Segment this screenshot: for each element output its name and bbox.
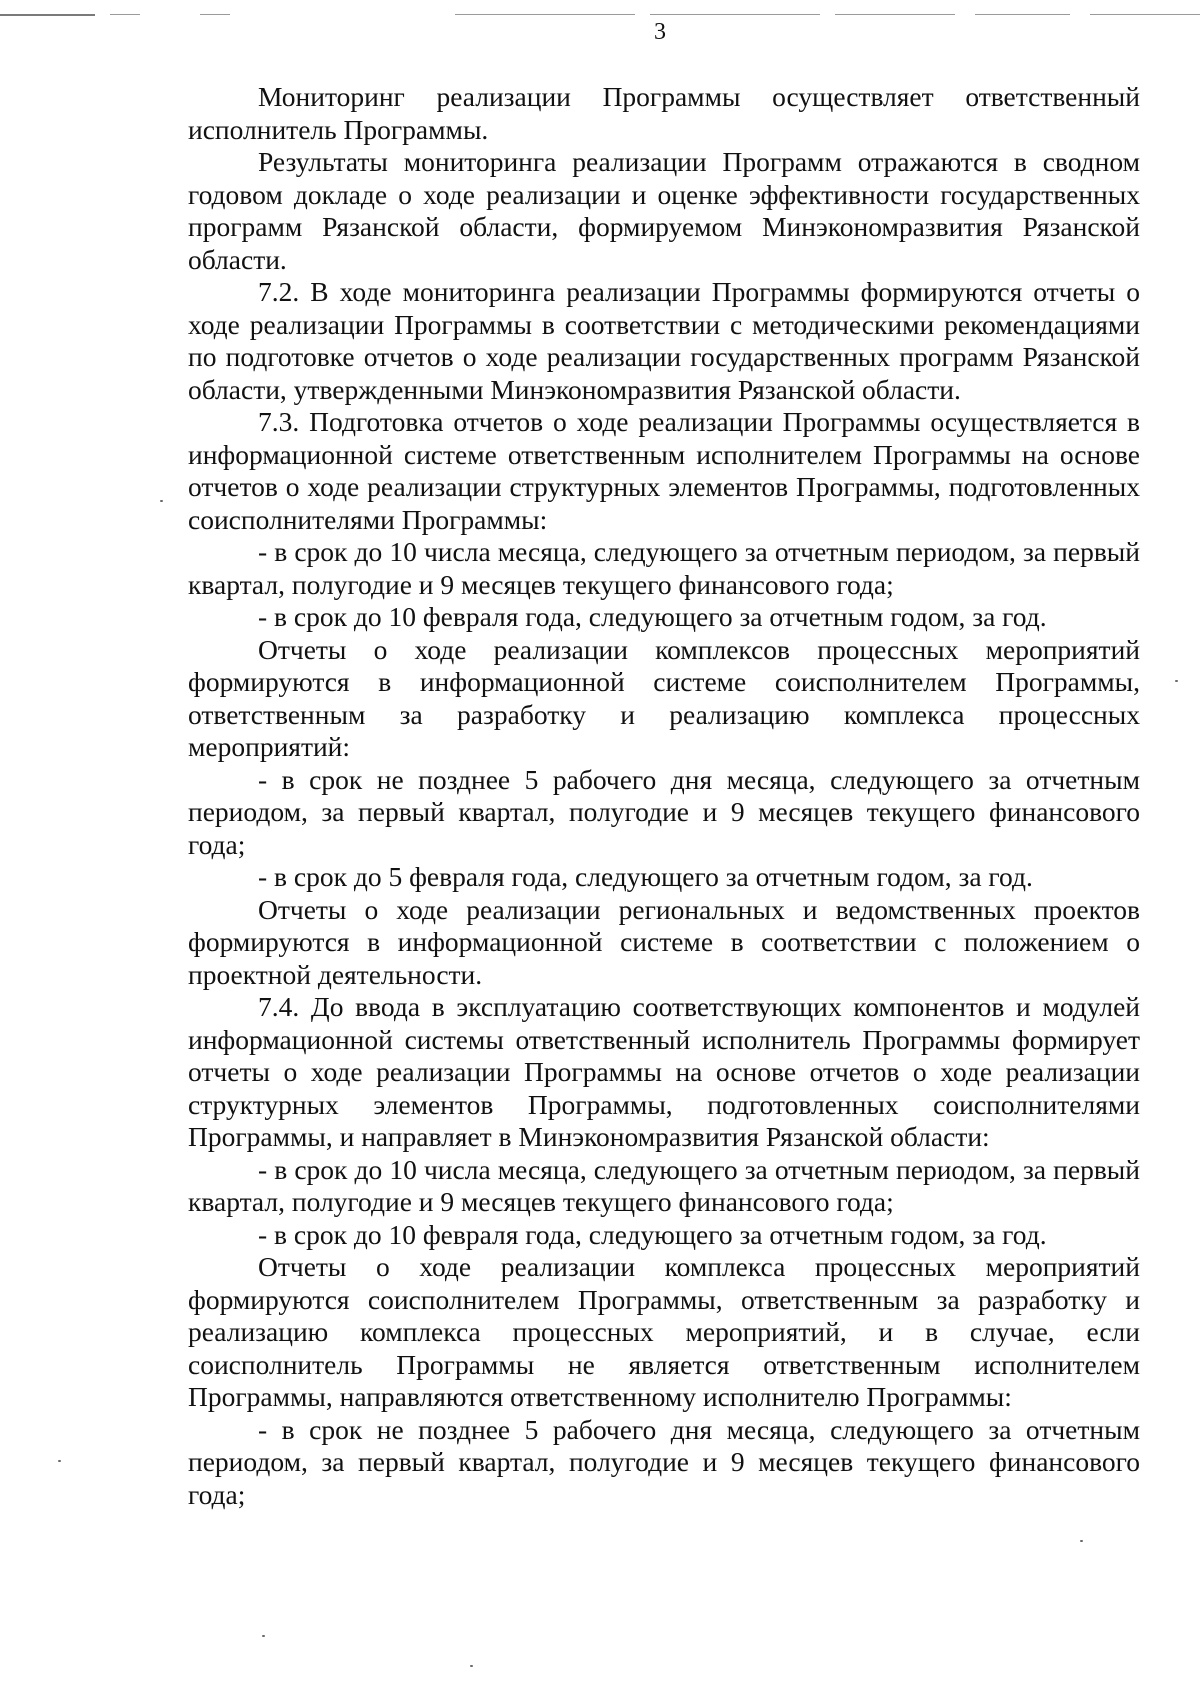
- paragraph: 7.4. До ввода в эксплуатацию соответствующих компонентов и модулей информационной системы ответственный исполнитель Программы формирует отчеты о ходе реализации Программы на основе отчетов о ходе реализации структурных элементов Программы, подготовленных соисполнителями Программы, и направляет в Минэкономразвития Рязанской области:: [188, 991, 1140, 1152]
- page-number: 3: [654, 19, 666, 45]
- paragraph: Результаты мониторинга реализации Программ отражаются в сводном годовом докладе о ходе реализации и оценке эффективности государственных программ Рязанской области, формируемом Минэкономразвития Рязанской области.: [188, 146, 1140, 275]
- list-item: - в срок до 10 числа месяца, следующего за отчетным периодом, за первый квартал, полугодие и 9 месяцев текущего финансового года;: [188, 536, 1140, 600]
- scan-speck: [1080, 1540, 1083, 1542]
- list-item: - в срок не позднее 5 рабочего дня месяца, следующего за отчетным периодом, за первый квартал, полугодие и 9 месяцев текущего финансового года;: [188, 1413, 1140, 1510]
- paragraph: Отчеты о ходе реализации комплексов процессных мероприятий формируются в информационной системе соисполнителем Программы, ответственным за разработку и реализацию комплекса процессных мероприятий:: [188, 633, 1140, 762]
- paragraph: 7.3. Подготовка отчетов о ходе реализации Программы осуществляется в информационной системе ответственным исполнителем Программы на основе отчетов о ходе реализации структурных элементов Программы, подготовленных соисполнителями Программы:: [188, 406, 1140, 535]
- scan-speck: [470, 1665, 473, 1667]
- list-item: - в срок до 10 февраля года, следующего за отчетным годом, за год.: [258, 1218, 1047, 1250]
- scan-speck: [1175, 680, 1178, 682]
- document-body: [188, 81, 1140, 1511]
- list-item: - в срок до 10 числа месяца, следующего за отчетным периодом, за первый квартал, полугодие и 9 месяцев текущего финансового года;: [188, 1153, 1140, 1217]
- list-item: - в срок до 10 февраля года, следующего за отчетным годом, за год.: [258, 601, 1047, 632]
- scan-speck: [58, 1460, 61, 1462]
- paragraph: Отчеты о ходе реализации комплекса процессных мероприятий формируются соисполнителем Программы, ответственным за разработку и реализацию комплекса процессных мероприятий, и в случае, если соисполнитель Программы не является ответственным исполнителем Программы, направляются ответственному исполнителю Программы:: [188, 1251, 1140, 1412]
- paragraph: Отчеты о ходе реализации региональных и ведомственных проектов формируются в информационной системе в соответствии с положением о проектной деятельности.: [188, 893, 1140, 990]
- scan-speck: [262, 1635, 265, 1637]
- list-item: - в срок до 5 февраля года, следующего за отчетным годом, за год.: [258, 861, 1033, 892]
- paragraph: Мониторинг реализации Программы осуществляет ответственный исполнитель Программы.: [188, 81, 1140, 145]
- scan-speck: [160, 500, 163, 502]
- list-item: - в срок не позднее 5 рабочего дня месяца, следующего за отчетным периодом, за первый квартал, полугодие и 9 месяцев текущего финансового года;: [188, 763, 1140, 860]
- paragraph: 7.2. В ходе мониторинга реализации Программы формируются отчеты о ходе реализации Программы в соответствии с методическими рекомендациями по подготовке отчетов о ходе реализации государственных программ Рязанской области, утвержденными Минэкономразвития Рязанской области.: [188, 276, 1140, 405]
